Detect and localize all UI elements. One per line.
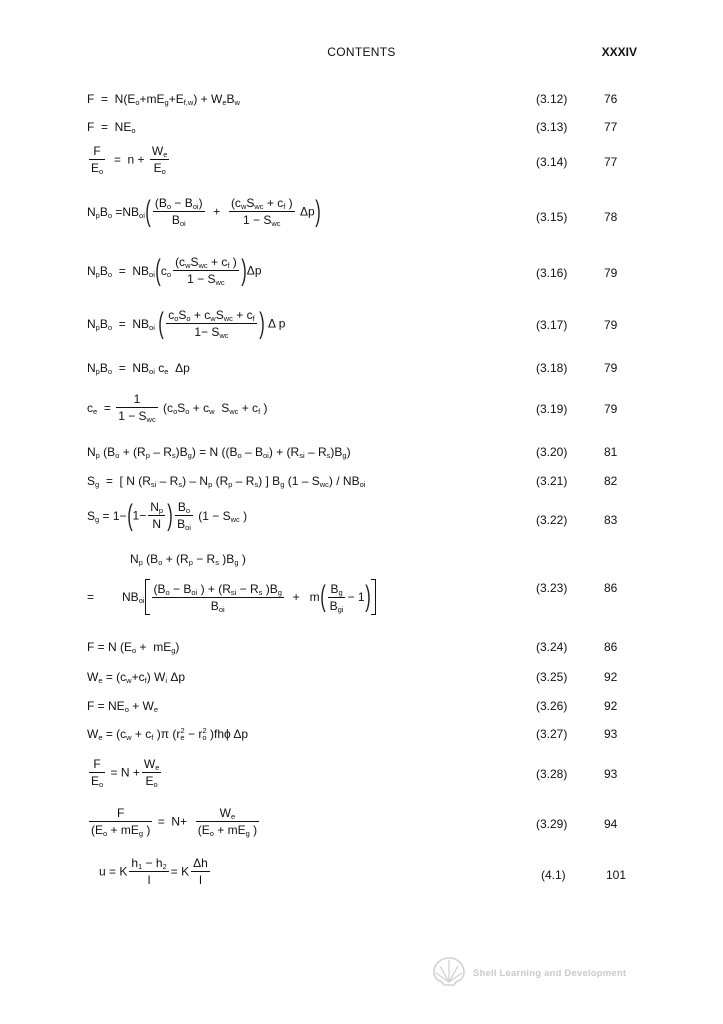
equation-ref: (3.26) [536,699,568,713]
equation: $S_g = 1-(1-$ $\frac{N_p}{N}$ ) $\frac{B_o}{B_{oi}}$ ($1 - S_{wc}$ ) [87,498,248,532]
page-number: 79 [604,266,618,280]
equation: $N_p$ $(B_o + (R_p - R_s)B_g) = N$ $((B_o - B_{oi}) + (R_{si} - R_s)B_g)$ [87,445,351,460]
equation-ref: (3.17) [536,318,568,332]
equation: = $NB_{oi}$ $\frac{(B_o - B_{oi} ) + (R_{si} - R_s )B_g}{B_{oi}}$ + m( $\frac{B_g}{B_{gi}}$ − 1) [87,579,376,615]
equation-ref: (3.23) [536,581,568,595]
equation-ref: (3.29) [536,817,568,831]
page-number: 82 [604,474,618,488]
page-number: 93 [604,727,618,741]
page-number: 81 [604,445,618,459]
page-number: 79 [604,361,618,375]
equation-ref: (3.15) [536,210,568,224]
equation-ref: (3.27) [536,727,568,741]
page-number: 101 [606,868,627,882]
equation-ref: (3.28) [536,767,568,781]
equation: $S_g$ = [ N $(R_{si} - R_s) - N_p$ $(R_p - R_s)$ ] $B_g$ $(1 - S_{wc}) / NB_{oi}$ [87,474,366,489]
equation-ref: (3.25) [536,670,568,684]
equation: $N_pB_o = NB_{oi}(c_o$ $\frac{(c_wS_{wc} + c_f )}{1 - S_{wc}}$ )Δp [87,253,262,287]
header-title: CONTENTS [327,45,396,59]
footer-brand-text: Shell Learning and Development [473,968,627,979]
equation: $F = NE_o$ [87,120,136,135]
equation-ref: (3.24) [536,640,568,654]
equation: $W_e = (c_w+c_f)$ $W_i$ Δp [87,670,186,685]
page-number: 86 [604,581,618,595]
page-number: 79 [604,318,618,332]
page-number: 83 [604,513,618,527]
page-number: 86 [604,640,618,654]
equation-ref: (3.12) [536,92,568,106]
equation: $W_e = (c_w + c_f$ )π ($r_e^2 - r_o^2$ )fhϕ Δp [87,726,249,742]
equation: $\frac{F}{E_o}$ = N + $\frac{W_e}{E_o}$ [91,757,160,789]
page-number: 77 [604,155,618,169]
equation: u = K $\frac{h_1 - h_2}{l}$ = K $\frac{\Delta h}{l}$ [99,856,208,887]
page-number: 79 [604,402,618,416]
page-number: 92 [604,670,618,684]
equation-ref: (3.22) [536,513,568,527]
equation-ref: (3.18) [536,361,568,375]
header-page-label: XXXIV [601,45,637,59]
equation-ref: (3.21) [536,474,568,488]
shell-logo-icon [432,956,466,991]
equation: $N_p$ ($B_o + (R_p - R_s$ )$B_g$ ) [130,552,246,567]
equation: $F = N(E_o+mE_g+E_{f,w}) + W_eB_w$ [87,92,240,107]
equation-ref: (3.13) [536,120,568,134]
equation: $N_pB_o =NB_{oi}$( $\frac{(B_o - B_{oi})}{B_{oi}}$ + $\frac{(c_wS_{wc} + c_f )}{1 - S_{wc}}$ Δp) [87,194,321,228]
equation-ref: (3.16) [536,266,568,280]
page-number: 78 [604,210,618,224]
equation: $N_pB_o = NB_{oi}$ $c_e$ Δp [87,361,190,376]
page-number: 93 [604,767,618,781]
equation-ref: (4.1) [541,868,566,882]
equation-ref: (3.20) [536,445,568,459]
equation-ref: (3.19) [536,402,568,416]
page-number: 94 [604,817,618,831]
page-number: 76 [604,92,618,106]
equation: F = N $(E_o + mE_g)$ [87,640,180,655]
equation: $\frac{F}{(E_o + mE_g )}$ = N+ $\frac{W_e}{(E_o + mE_g )}$ [91,806,258,838]
equation: $\frac{F}{E_o}$ = n + $\frac{W_e}{E_o}$ [91,144,168,176]
page-number: 92 [604,699,618,713]
equation: $c_e$ = $\frac{1}{1 - S_{wc}}$ ($c_oS_o + c_w$ $S_{wc} + c_f$ ) [87,392,268,424]
equation: $F = NE_o + W_e$ [87,699,159,714]
equation: $N_pB_o = NB_{oi}$ ( $\frac{c_oS_o + c_wS_{wc} + c_f}{1- S_{wc}}$ ) Δ p [87,306,286,340]
page-number: 77 [604,120,618,134]
equation-ref: (3.14) [536,155,568,169]
